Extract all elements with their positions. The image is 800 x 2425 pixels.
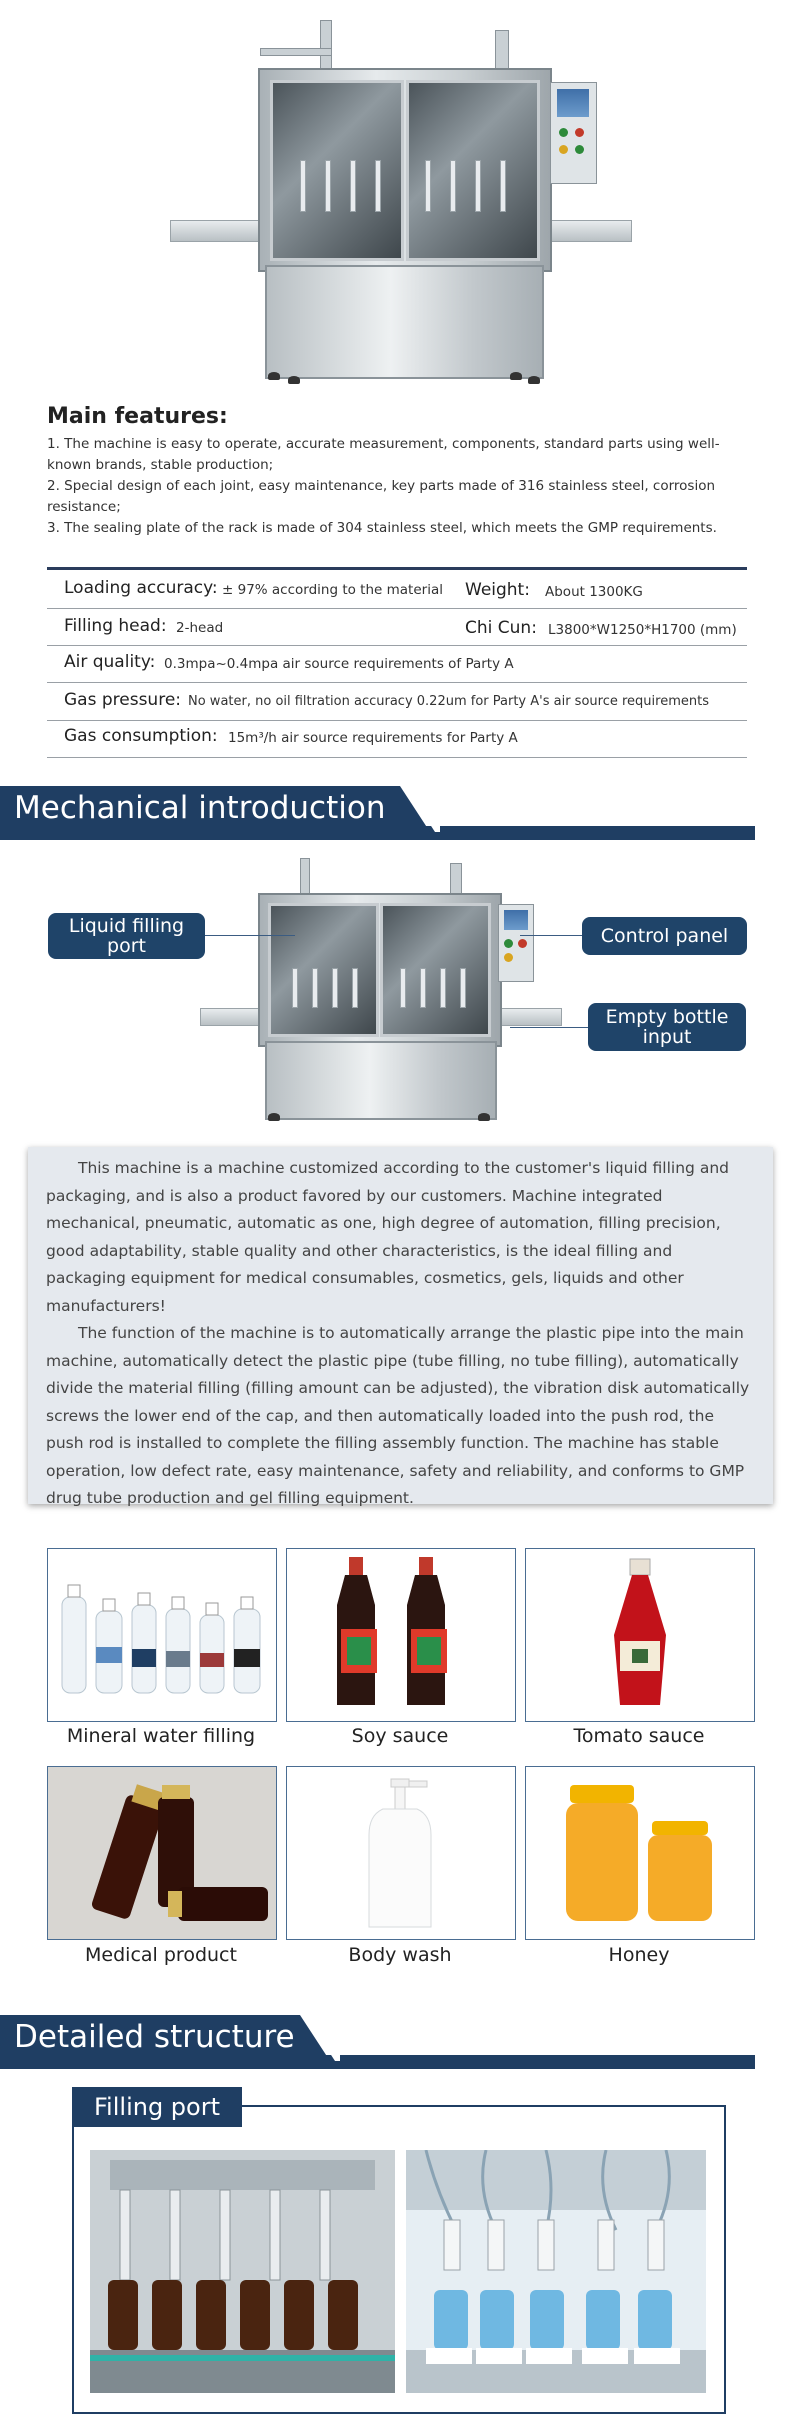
spec-gas-pressure-value: No water, no oil filtration accuracy 0.22um for Party A's air source requirements	[188, 694, 709, 709]
spec-weight-value: About 1300KG	[545, 584, 643, 600]
spec-loading-accuracy-label: Loading accuracy:	[64, 578, 218, 598]
detailed-structure-banner	[0, 2015, 755, 2061]
application-caption: Honey	[608, 1944, 670, 1966]
spec-rule	[47, 567, 747, 570]
application-tile-tomato-sauce	[525, 1548, 755, 1722]
spec-loading-accuracy-value: ± 97% according to the material	[222, 582, 443, 598]
soy-sauce-image	[287, 1549, 515, 1721]
application-caption: Medical product	[85, 1944, 237, 1966]
intro-paragraph-1: This machine is a machine customized according to the customer's liquid filling and packaging, and is also a product favored by our customers. Machine integrated mechanical, pneumatic, automatic as one, high degree of automation, filling precision, good adaptability, stable quality and other characteristics, is the ideal filling and packaging equipment for medical consumables, cosmetics, gels, liquids and other manufacturers!	[46, 1159, 729, 1315]
spec-rule	[47, 682, 747, 683]
application-tile-soy-sauce	[286, 1548, 516, 1722]
spec-rule	[47, 757, 747, 758]
honey-jars-image	[526, 1767, 754, 1939]
application-caption: Mineral water filling	[66, 1725, 256, 1747]
ketchup-image	[526, 1549, 754, 1721]
application-tile-body-wash	[286, 1766, 516, 1940]
filling-nozzles-image	[90, 2150, 395, 2393]
feature-item: 1. The machine is easy to operate, accurate measurement, components, standard parts using well-known brands, stable production;	[47, 436, 720, 473]
application-caption: Soy sauce	[351, 1725, 449, 1747]
callout-empty-bottle-input	[588, 1003, 746, 1051]
callout-leader-line	[510, 1027, 588, 1028]
application-tile-medical-product	[47, 1766, 277, 1940]
features-title: Main features:	[47, 404, 228, 429]
callout-liquid-label: Liquid filling port	[68, 915, 185, 957]
application-caption: Tomato sauce	[573, 1725, 705, 1747]
medical-vials-image	[48, 1767, 276, 1939]
callout-liquid-filling-port	[48, 913, 205, 959]
intro-paragraph-2: The function of the machine is to automatically arrange the plastic pipe into the main machine, automatically detect the plastic pipe (tube filling, no tube filling), automatically divide the material filling (filling amount can be adjusted), the vibration disk automatically screws the lower end of the cap, and then automatically loaded into the push rod, the push rod is installed to complete the filling assembly function. The machine has stable operation, low defect rate, easy maintenance, safety and reliability, and conforms to GMP drug tube production and gel filling equipment.	[46, 1324, 750, 1507]
spec-filling-head-value: 2-head	[176, 620, 224, 636]
application-caption: Body wash	[348, 1944, 452, 1966]
water-bottles-image	[48, 1549, 276, 1721]
mechanical-intro-title: Mechanical introduction	[14, 790, 386, 826]
filling-port-photo-right	[406, 2150, 706, 2393]
filling-port-photo-left	[90, 2150, 395, 2393]
filling-bottles-image	[406, 2150, 706, 2393]
callout-control-panel	[582, 917, 747, 955]
detailed-structure-title: Detailed structure	[14, 2019, 295, 2055]
machine-photo-annotated	[200, 858, 560, 1123]
spec-rule	[47, 608, 747, 609]
application-tile-honey	[525, 1766, 755, 1940]
callout-control-label: Control panel	[600, 925, 729, 947]
body-wash-image	[287, 1767, 515, 1939]
filling-port-tab: Filling port	[72, 2087, 242, 2127]
application-tile-mineral-water	[47, 1548, 277, 1722]
feature-item: 3. The sealing plate of the rack is made of 304 stainless steel, which meets the GMP requirements.	[47, 520, 717, 536]
intro-text-box	[28, 1147, 773, 1507]
spec-air-quality-value: 0.3mpa~0.4mpa air source requirements of Party A	[164, 656, 514, 672]
spec-chi-cun-value: L3800*W1250*H1700 (mm)	[548, 622, 737, 638]
callout-leader-line	[520, 935, 582, 936]
spec-gas-consumption-value: 15m³/h air source requirements for Party A	[228, 730, 518, 746]
callout-bottle-label: Empty bottle input	[605, 1006, 729, 1048]
spec-gas-pressure-label: Gas pressure:	[64, 690, 182, 710]
spec-filling-head-label: Filling head:	[64, 616, 167, 636]
spec-weight-label: Weight:	[465, 580, 530, 600]
feature-item: 2. Special design of each joint, easy maintenance, key parts made of 316 stainless steel, corrosion resistance;	[47, 478, 716, 515]
spec-rule	[47, 645, 747, 646]
spec-chi-cun-label: Chi Cun:	[465, 618, 537, 638]
callout-leader-line	[205, 935, 295, 936]
machine-photo-top	[170, 20, 630, 390]
mechanical-intro-banner	[0, 786, 755, 832]
spec-rule	[47, 720, 747, 721]
spec-gas-consumption-label: Gas consumption:	[64, 726, 218, 746]
spec-air-quality-label: Air quality:	[64, 652, 156, 672]
